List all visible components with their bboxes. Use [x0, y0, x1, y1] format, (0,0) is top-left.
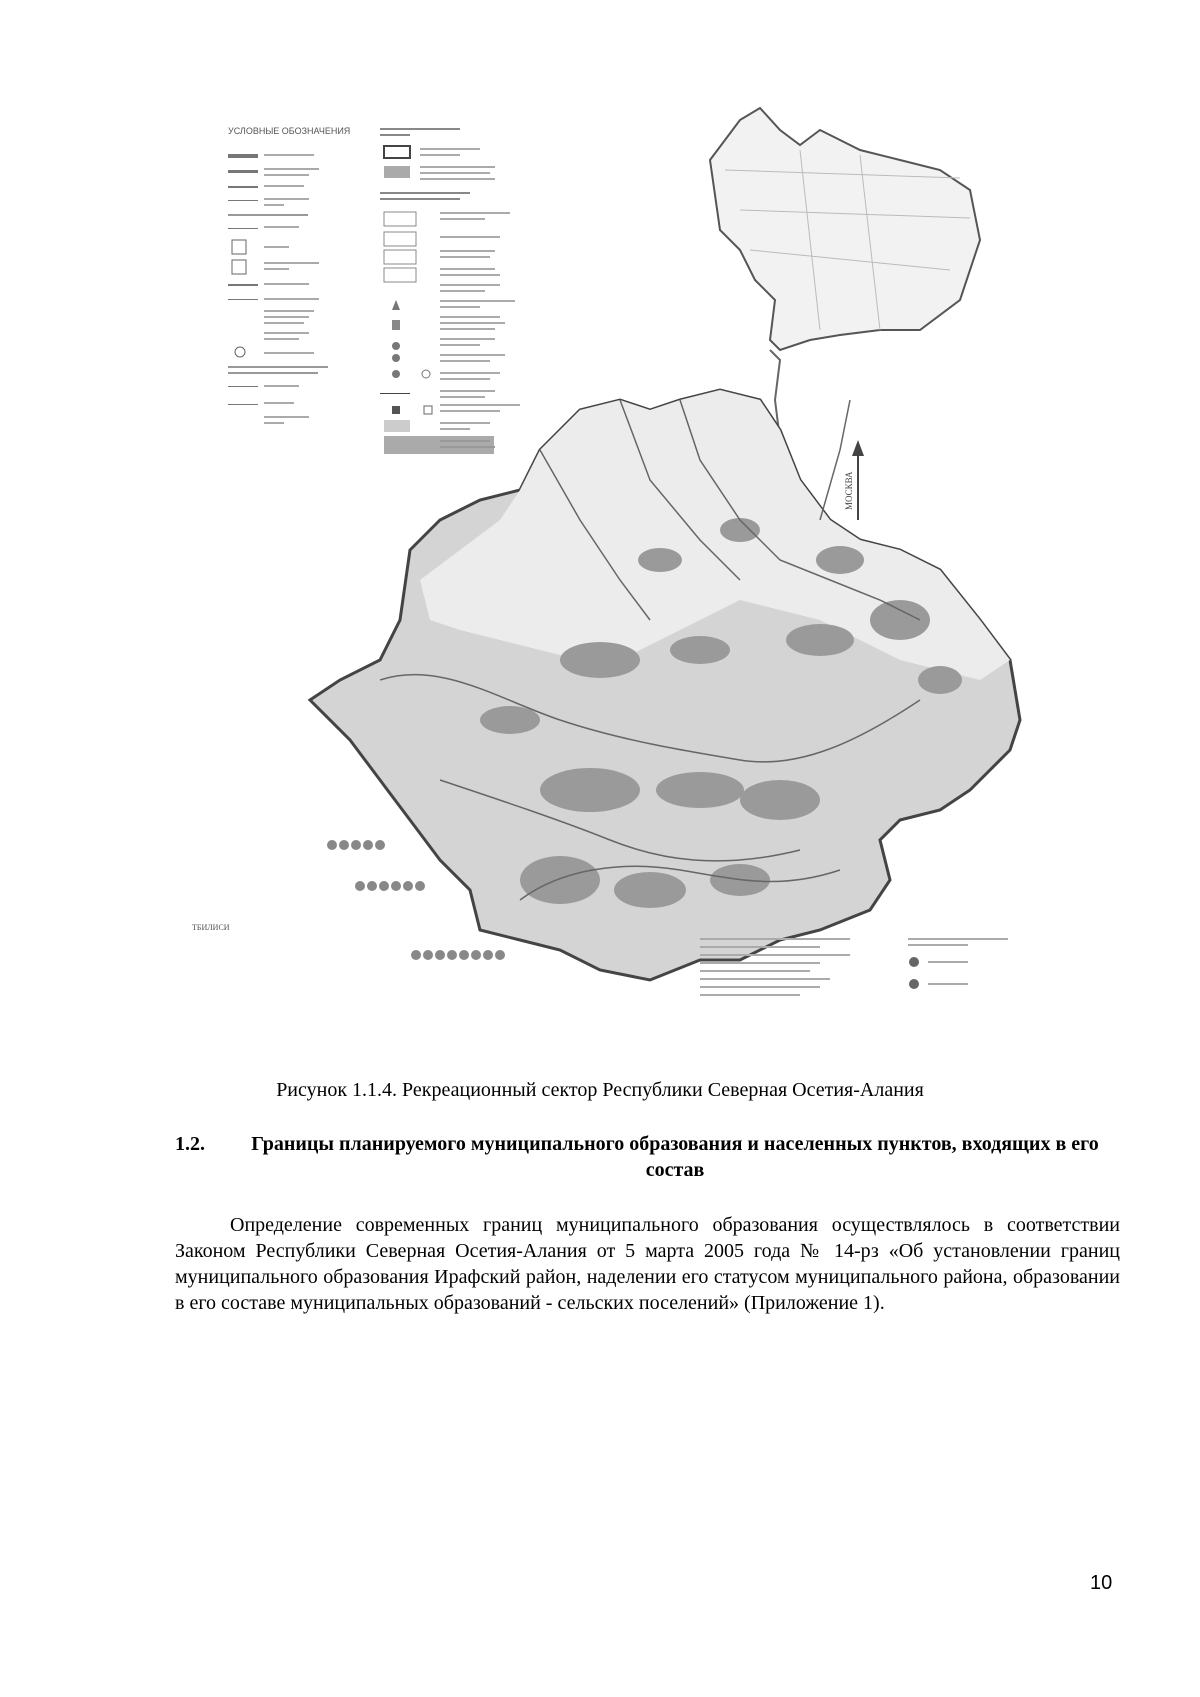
body-paragraph: Определение современных границ муниципального образования осуществлялось в соответствии Законом Республики Северная Осетия-Алания от 5 марта 2005 года № 14-рз «Об установлении границ муниципального образования Ирафский район, наделении его статусом муниципального района, образовании в его составе муниципальных образований - сельских поселений» (Приложение 1). — [175, 1214, 1120, 1314]
north-destination-label: МОСКВА — [844, 471, 854, 510]
page-number: 10 — [1090, 1572, 1113, 1594]
legend-title: УСЛОВНЫЕ ОБОЗНАЧЕНИЯ — [228, 126, 351, 136]
map-bottom-legend — [700, 938, 1008, 996]
section-number: 1.2. — [175, 1133, 205, 1155]
section-title: Границы планируемого муниципального образования и населенных пунктов, входящих в его состав — [251, 1133, 1099, 1181]
north-arrow — [844, 440, 864, 520]
legend-entries-right — [380, 128, 520, 454]
bottom-left-destination-label: ТБИЛИСИ — [192, 923, 230, 932]
legend-entries — [228, 154, 328, 424]
figure-caption: Рисунок 1.1.4. Рекреационный сектор Республики Северная Осетия-Алания — [276, 1079, 924, 1101]
recreation-sector-map — [180, 100, 1040, 1080]
section-heading — [175, 1131, 1115, 1183]
map-legend — [228, 126, 520, 454]
